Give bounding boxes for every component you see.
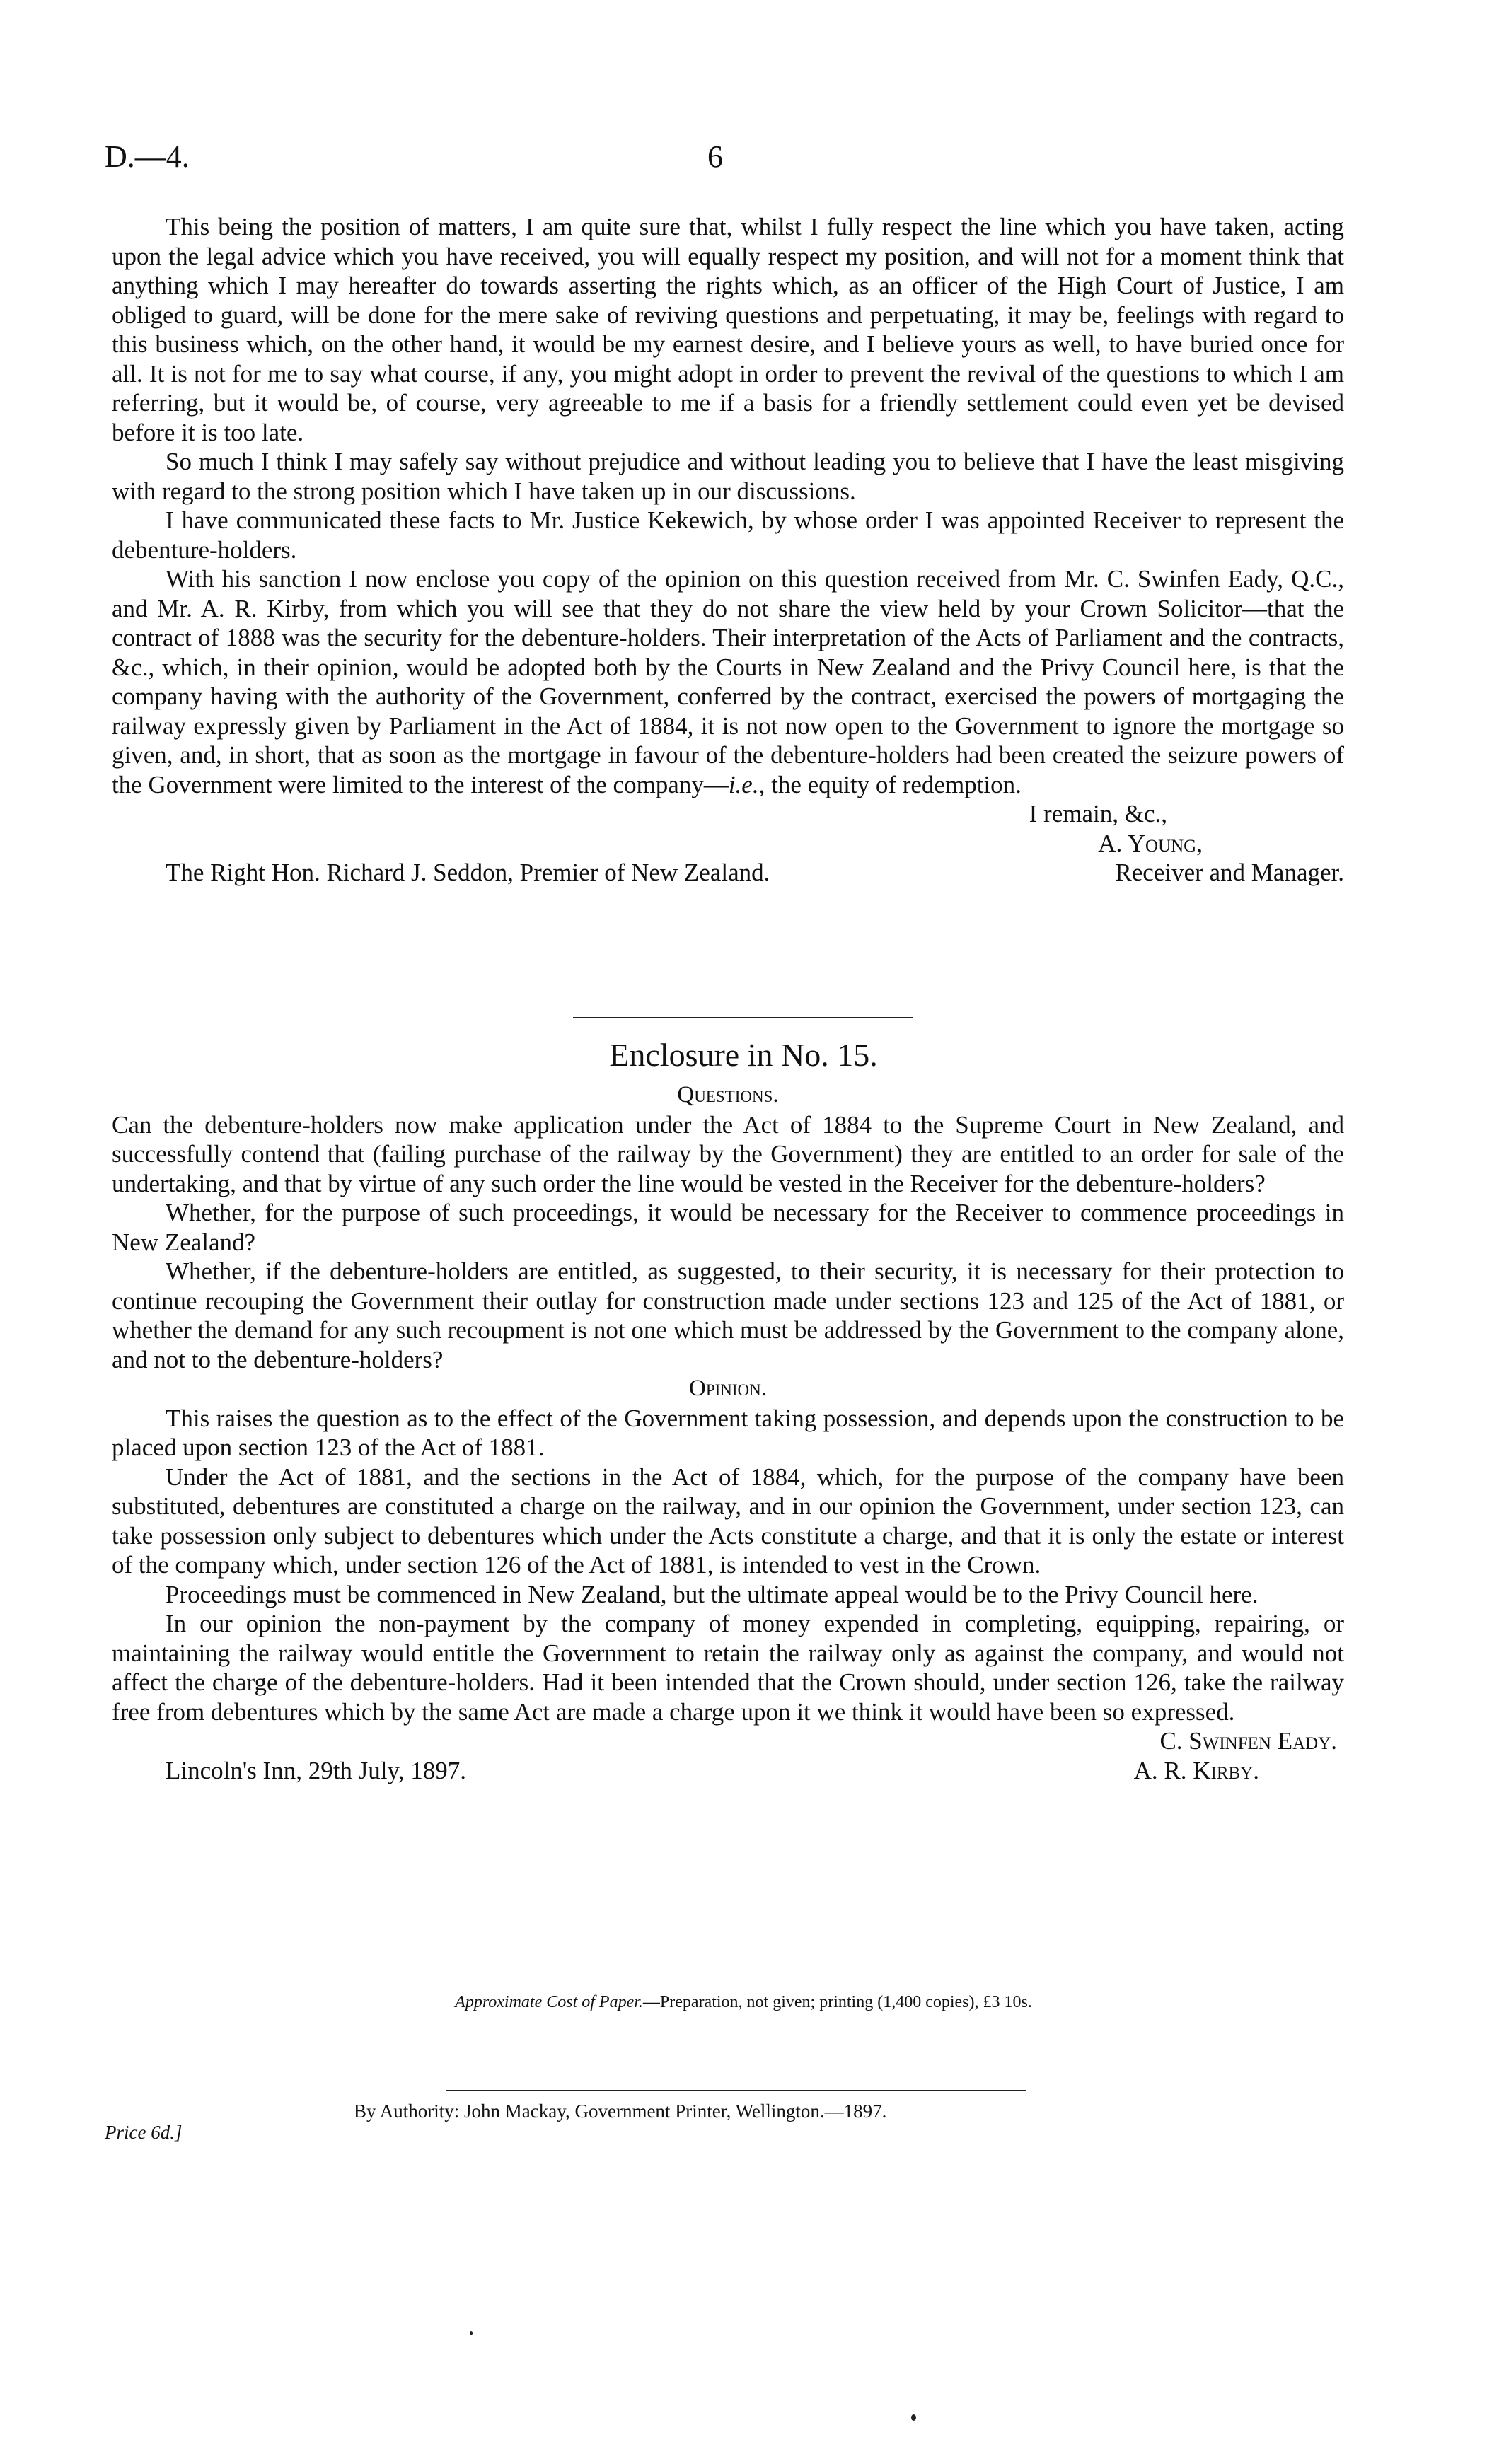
letter-body (112, 212, 1344, 888)
letter-paragraph-start: With his sanction I now enclose you copy of the opinion on this question received from Mr. C. Swinfen Eady, Q.C., and Mr. A. R. Kirby, from which you will see that they do not share the view held by your Crown Solicitor—that the contract of 1888 was the security for the debenture-holders. Their interpretation of the Acts of Parliament and the contracts, &c., which, in their opinion, would be adopted both by the Courts in New Zealand and the Privy Council here, is that the company having with the authority of the Government, conferred by the contract, exercised the powers of mortgaging the railway expressly given by Parliament in the Act of 1884, it is not now open to the Government to ignore the mortgage so given, and, in short, that as soon as the mortgage in favour of the debenture-holders had been created the seizure powers of the Government were limited to the interest of the company— (112, 565, 1344, 798)
signatory-title: Receiver and Manager. (1115, 859, 1344, 886)
letter-paragraph: This being the position of matters, I am quite sure that, whilst I fully respect the line which you have taken, acting upon the legal advice which you have received, you will equally respect my position, and will not for a moment think that anything which I may hereafter do towards asserting the rights which, as an officer of the High Court of Justice, I am obliged to guard, will be done for the mere sake of reviving questions and perpetuating, it may be, feelings with regard to this business which, on the other hand, it would be my earnest desire, and I believe yours as well, to have buried once for all. It is not for me to say what course, if any, you might adopt in order to prevent the revival of the questions to which I am referring, but it would be, of course, very agreeable to me if a basis for a friendly settlement could even yet be devised before it is too late. (112, 213, 1344, 446)
cost-label: Approximate Cost of Paper. (455, 1993, 643, 2011)
opinion-heading: Opinion. (688, 1376, 768, 1401)
letter-paragraph (112, 564, 1344, 799)
ink-speck (470, 2331, 473, 2335)
question-paragraph: Can the debenture-holders now make application under the Act of 1884 to the Supreme Court in New Zealand, and successfully contend that (failing purchase of the railway by the Government) they are entitled to an order for sale of the undertaking, and that by virtue of any such order the line would be vested in the Receiver for the debenture-holders? (112, 1110, 1344, 1197)
page-number: 6 (707, 139, 723, 174)
letter-paragraph: So much I think I may safely say without prejudice and without leading you to believe that I have the least misgiving with regard to the strong position which I have taken up in our discussions. (112, 448, 1344, 505)
footer-rule (446, 2090, 1026, 2091)
letter-paragraph: I have communicated these facts to Mr. Justice Kekewich, by whose order I was appointed Receiver to represent the debenture-holders. (112, 506, 1344, 564)
cost-note (0, 1993, 1487, 2012)
price-note: Price 6d.] (105, 2122, 183, 2143)
question-paragraph: Whether, for the purpose of such proceedings, it would be necessary for the Receiver to commence proceedings in New Zealand? (112, 1199, 1344, 1256)
cost-text: —Preparation, not given; printing (1,400 copies), £3 10s. (642, 1993, 1032, 2011)
opinion-paragraph: This raises the question as to the effect of the Government taking possession, and depends upon the construction to be placed upon section 123 of the Act of 1881. (112, 1404, 1344, 1461)
opinion-paragraph: Under the Act of 1881, and the sections in the Act of 1884, which, for the purpose of the company have been substituted, debentures are constituted a charge on the railway, and in our opinion the Government, under section 123, can take possession only subject to debentures which under the Acts constitute a charge, and that it is only the estate or interest of the company which, under section 126 of the Act of 1881, is intended to vest in the Crown. (112, 1463, 1344, 1579)
enclosure-title: Enclosure in No. 15. (609, 1037, 878, 1073)
place-date: Lincoln's Inn, 29th July, 1897. (166, 1756, 466, 1784)
addressee: The Right Hon. Richard J. Seddon, Premier of New Zealand. (166, 859, 770, 886)
letter-paragraph-italic: i.e. (728, 770, 759, 798)
ink-speck (911, 2414, 916, 2421)
date-row (112, 1756, 1344, 1786)
signer-kirby: A. R. Kirby. (1133, 1756, 1259, 1784)
document-code: D.—4. (105, 139, 190, 174)
section-divider (573, 1017, 913, 1018)
printer-authority: By Authority: John Mackay, Government Printer, Wellington.—1897. (354, 2100, 887, 2122)
questions-heading: Questions. (677, 1082, 779, 1108)
letter-closing: I remain, &c., (1029, 800, 1167, 827)
letter-signatory: A. Young, (1098, 829, 1203, 857)
addressee-row (112, 858, 1344, 888)
opinion-paragraph: Proceedings must be commenced in New Zealand, but the ultimate appeal would be to the Privy Council here. (166, 1580, 1259, 1608)
enclosure-body (112, 1081, 1344, 1785)
question-paragraph: Whether, if the debenture-holders are entitled, as suggested, to their security, it is necessary for their protection to continue recouping the Government their outlay for construction made under sections 123 and 125 of the Act of 1881, or whether the demand for any such recoupment is not one which must be addressed by the Government to the company alone, and not to the debenture-holders? (112, 1257, 1344, 1373)
opinion-paragraph: In our opinion the non-payment by the company of money expended in completing, equipping, repairing, or maintaining the railway would entitle the Government to retain the railway only as against the company, and would not affect the charge of the debenture-holders. Had it been intended that the Crown should, under section 126, take the railway free from debentures which by the same Act are made a charge upon it we think it would have been so expressed. (112, 1610, 1344, 1726)
letter-paragraph-end: , the equity of redemption. (758, 770, 1022, 798)
signer-eady: C. Swinfen Eady. (1159, 1727, 1337, 1755)
